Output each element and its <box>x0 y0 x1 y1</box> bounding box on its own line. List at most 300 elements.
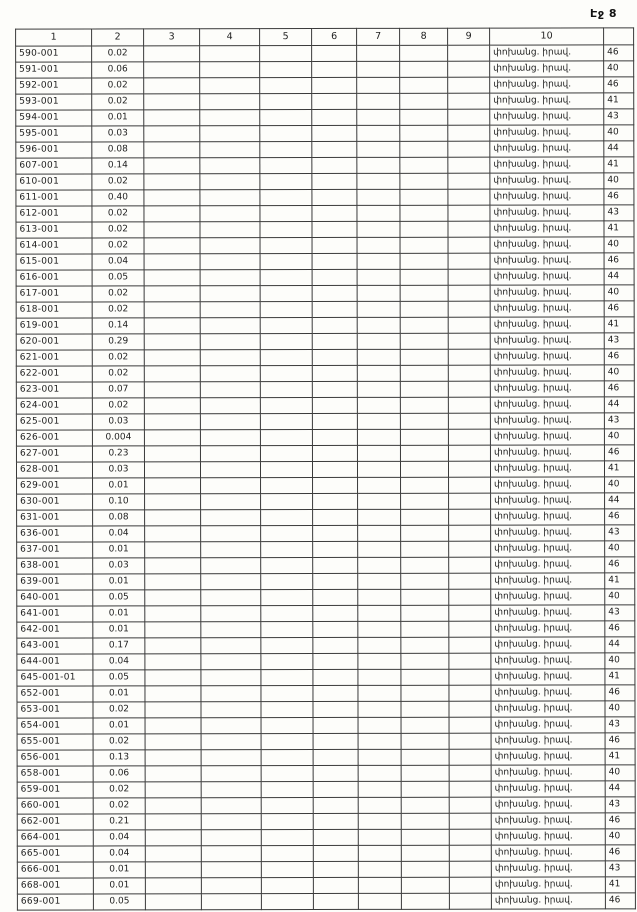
col8-cell <box>400 333 448 349</box>
col8-cell <box>401 701 449 717</box>
parcel-id-cell: 666-001 <box>17 862 93 878</box>
parcel-id-cell: 610-001 <box>16 174 92 190</box>
right-note-cell: փոխանց. իրավ. <box>491 621 605 637</box>
col5-cell <box>261 686 313 702</box>
col7-cell <box>358 605 401 621</box>
col5-cell <box>260 126 312 142</box>
table-body <box>16 45 636 910</box>
col7-cell <box>358 589 401 605</box>
col3-cell <box>145 846 201 862</box>
col4-cell <box>201 638 261 654</box>
col5-cell <box>261 574 313 590</box>
col3-cell <box>144 270 200 286</box>
right-note-cell: փոխանց. իրավ. <box>491 637 605 653</box>
col3-cell <box>145 814 201 830</box>
margin-mark: 46 <box>604 349 634 365</box>
col8-cell <box>401 637 449 653</box>
parcel-id-cell: 630-001 <box>17 494 93 510</box>
area-cell: 0.01 <box>93 606 145 622</box>
col4-cell <box>201 654 261 670</box>
col8-cell <box>401 733 449 749</box>
col5-cell <box>260 62 312 78</box>
table-row <box>17 733 635 750</box>
margin-mark: 43 <box>605 861 635 877</box>
col3-cell <box>144 206 200 222</box>
col7-cell <box>358 765 401 781</box>
col8-cell <box>400 77 448 93</box>
col9-cell <box>449 621 491 637</box>
margin-mark: 41 <box>605 749 635 765</box>
col5-cell <box>260 206 312 222</box>
parcel-id-cell: 620-001 <box>16 334 92 350</box>
area-cell: 0.05 <box>93 670 145 686</box>
col9-cell <box>448 221 490 237</box>
col8-cell <box>400 205 448 221</box>
col3-cell <box>145 766 201 782</box>
parcel-id-cell: 615-001 <box>16 254 92 270</box>
col8-cell <box>401 525 449 541</box>
col4-cell <box>201 782 261 798</box>
col4-cell <box>200 62 260 78</box>
area-cell: 0.29 <box>92 334 144 350</box>
margin-mark: 44 <box>605 637 635 653</box>
col9-cell <box>449 525 491 541</box>
col3-cell <box>145 638 201 654</box>
col3-cell <box>145 830 201 846</box>
right-note-cell: փոխանց. իրավ. <box>491 541 605 557</box>
col4-cell <box>201 862 261 878</box>
area-cell: 0.01 <box>92 110 144 126</box>
col7-cell <box>357 189 400 205</box>
table-row <box>16 141 634 158</box>
col4-cell <box>200 270 260 286</box>
parcel-id-cell: 612-001 <box>16 206 92 222</box>
col8-cell <box>401 765 449 781</box>
margin-header <box>604 28 634 45</box>
margin-mark: 46 <box>605 733 635 749</box>
col6-cell <box>312 221 357 237</box>
parcel-id-cell: 625-001 <box>16 414 92 430</box>
col4-cell <box>201 846 261 862</box>
col7-cell <box>357 173 400 189</box>
col8-cell <box>400 221 448 237</box>
area-cell: 0.05 <box>92 270 144 286</box>
col4-cell <box>200 142 260 158</box>
col5-cell <box>260 382 312 398</box>
col6-cell <box>312 301 357 317</box>
right-note-cell: փոխանց. իրավ. <box>491 717 605 733</box>
parcel-id-cell: 656-001 <box>17 750 93 766</box>
col7-cell <box>357 365 400 381</box>
col9-cell <box>449 893 491 909</box>
col9-cell <box>448 333 490 349</box>
col6-cell <box>313 733 358 749</box>
margin-mark: 43 <box>604 109 634 125</box>
col8-cell <box>401 605 449 621</box>
area-cell: 0.08 <box>93 510 145 526</box>
col6-cell <box>313 557 358 573</box>
column-header: 9 <box>448 28 490 45</box>
right-note-cell: փոխանց. իրավ. <box>490 301 604 317</box>
col8-cell <box>401 477 449 493</box>
col8-cell <box>400 461 448 477</box>
col9-cell <box>448 141 490 157</box>
col6-cell <box>312 333 357 349</box>
col9-cell <box>448 349 490 365</box>
col9-cell <box>448 445 490 461</box>
col6-cell <box>312 317 357 333</box>
col3-cell <box>145 798 201 814</box>
margin-mark: 46 <box>604 189 634 205</box>
right-note-cell: փոխանց. իրավ. <box>490 365 604 381</box>
table-row <box>16 61 634 78</box>
parcel-id-cell: 662-001 <box>17 814 93 830</box>
parcel-id-cell: 655-001 <box>17 734 93 750</box>
col3-cell <box>145 734 201 750</box>
col9-cell <box>448 93 490 109</box>
col4-cell <box>201 878 261 894</box>
col4-cell <box>201 622 261 638</box>
margin-mark: 43 <box>604 205 634 221</box>
col7-cell <box>358 893 401 909</box>
col3-cell <box>144 126 200 142</box>
col3-cell <box>145 670 201 686</box>
col7-cell <box>357 317 400 333</box>
margin-mark: 44 <box>604 397 634 413</box>
margin-mark: 43 <box>605 717 635 733</box>
col5-cell <box>260 334 312 350</box>
col5-cell <box>260 142 312 158</box>
parcel-id-cell: 621-001 <box>16 350 92 366</box>
col7-cell <box>357 349 400 365</box>
table-row <box>16 157 634 174</box>
col7-cell <box>357 109 400 125</box>
area-cell: 0.03 <box>92 462 144 478</box>
right-note-cell: փոխանց. իրավ. <box>491 509 605 525</box>
col9-cell <box>448 397 490 413</box>
col6-cell <box>312 189 357 205</box>
col7-cell <box>358 861 401 877</box>
right-note-cell: փոխանց. իրավ. <box>490 237 604 253</box>
col5-cell <box>261 590 313 606</box>
margin-mark: 40 <box>604 429 634 445</box>
col3-cell <box>144 398 200 414</box>
table-row <box>16 109 634 126</box>
col5-cell <box>261 494 313 510</box>
col6-cell <box>313 845 358 861</box>
col8-cell <box>400 397 448 413</box>
col3-cell <box>144 46 200 62</box>
col7-cell <box>358 557 401 573</box>
parcel-id-cell: 668-001 <box>17 878 93 894</box>
col7-cell <box>358 525 401 541</box>
col8-cell <box>400 45 448 61</box>
right-note-cell: փոխանց. իրավ. <box>490 349 604 365</box>
area-cell: 0.02 <box>92 206 144 222</box>
col3-cell <box>144 238 200 254</box>
col6-cell <box>312 397 357 413</box>
col9-cell <box>448 237 490 253</box>
area-cell: 0.04 <box>93 654 145 670</box>
column-header: 8 <box>400 28 448 45</box>
table-row <box>17 877 635 894</box>
table-row <box>17 749 635 766</box>
table-row <box>17 893 635 910</box>
col4-cell <box>200 110 260 126</box>
col9-cell <box>449 589 491 605</box>
col8-cell <box>401 557 449 573</box>
col6-cell <box>313 669 358 685</box>
col4-cell <box>200 302 260 318</box>
col5-cell <box>261 734 313 750</box>
col6-cell <box>313 605 358 621</box>
col9-cell <box>449 861 491 877</box>
col6-cell <box>313 717 358 733</box>
col6-cell <box>313 653 358 669</box>
col4-cell <box>200 430 260 446</box>
parcel-id-cell: 637-001 <box>17 542 93 558</box>
col8-cell <box>400 285 448 301</box>
col5-cell <box>261 750 313 766</box>
right-note-cell: փոխանց. իրավ. <box>490 173 604 189</box>
col8-cell <box>401 877 449 893</box>
col7-cell <box>358 669 401 685</box>
col3-cell <box>145 862 201 878</box>
margin-mark: 46 <box>605 893 635 909</box>
parcel-id-cell: 618-001 <box>16 302 92 318</box>
area-cell: 0.01 <box>93 878 145 894</box>
table-row <box>17 685 635 702</box>
col4-cell <box>200 222 260 238</box>
col9-cell <box>449 717 491 733</box>
table-header <box>16 28 634 46</box>
table-row <box>17 525 635 542</box>
col9-cell <box>448 61 490 77</box>
margin-mark: 46 <box>604 253 634 269</box>
area-cell: 0.02 <box>93 798 145 814</box>
col3-cell <box>144 222 200 238</box>
col3-cell <box>145 702 201 718</box>
col6-cell <box>312 269 357 285</box>
area-cell: 0.02 <box>92 302 144 318</box>
margin-mark: 46 <box>604 301 634 317</box>
col3-cell <box>145 606 201 622</box>
area-cell: 0.02 <box>92 398 144 414</box>
margin-mark: 46 <box>605 845 635 861</box>
col7-cell <box>357 237 400 253</box>
col6-cell <box>313 797 358 813</box>
col4-cell <box>201 670 261 686</box>
table-row <box>17 653 635 670</box>
right-note-cell: փոխանց. իրավ. <box>490 189 604 205</box>
right-note-cell: փոխանց. իրավ. <box>491 557 605 573</box>
area-cell: 0.01 <box>93 862 145 878</box>
margin-mark: 46 <box>605 685 635 701</box>
col7-cell <box>358 493 401 509</box>
col5-cell <box>260 190 312 206</box>
area-cell: 0.02 <box>92 286 144 302</box>
column-header: 5 <box>260 29 312 46</box>
col9-cell <box>449 493 491 509</box>
col7-cell <box>358 509 401 525</box>
margin-mark: 43 <box>605 797 635 813</box>
col9-cell <box>449 573 491 589</box>
margin-mark: 40 <box>604 237 634 253</box>
area-cell: 0.01 <box>93 622 145 638</box>
col6-cell <box>312 93 357 109</box>
col8-cell <box>401 717 449 733</box>
margin-mark: 46 <box>605 509 635 525</box>
parcel-id-cell: 595-001 <box>16 126 92 142</box>
right-note-cell: փոխանց. իրավ. <box>490 221 604 237</box>
col3-cell <box>144 78 200 94</box>
parcel-id-cell: 644-001 <box>17 654 93 670</box>
col9-cell <box>448 461 490 477</box>
col7-cell <box>358 797 401 813</box>
parcel-id-cell: 653-001 <box>17 702 93 718</box>
col3-cell <box>145 542 201 558</box>
col9-cell <box>449 637 491 653</box>
parcel-id-cell: 616-001 <box>16 270 92 286</box>
col5-cell <box>261 606 313 622</box>
col9-cell <box>448 173 490 189</box>
col5-cell <box>260 158 312 174</box>
parcel-id-cell: 611-001 <box>16 190 92 206</box>
col3-cell <box>145 878 201 894</box>
col3-cell <box>144 174 200 190</box>
col3-cell <box>145 526 201 542</box>
margin-mark: 40 <box>604 61 634 77</box>
col4-cell <box>201 574 261 590</box>
table-row <box>16 45 634 62</box>
col8-cell <box>401 621 449 637</box>
col5-cell <box>260 350 312 366</box>
right-note-cell: փոխանց. իրավ. <box>491 653 605 669</box>
col9-cell <box>448 189 490 205</box>
area-cell: 0.14 <box>92 318 144 334</box>
col5-cell <box>260 414 312 430</box>
table-row <box>16 461 634 478</box>
parcel-id-cell: 643-001 <box>17 638 93 654</box>
col5-cell <box>261 878 313 894</box>
area-cell: 0.02 <box>93 782 145 798</box>
col9-cell <box>448 45 490 61</box>
table-row <box>17 477 635 494</box>
col4-cell <box>200 462 260 478</box>
parcel-id-cell: 623-001 <box>16 382 92 398</box>
col4-cell <box>200 398 260 414</box>
right-note-cell: փոխանց. իրավ. <box>490 397 604 413</box>
parcel-id-cell: 664-001 <box>17 830 93 846</box>
col7-cell <box>357 141 400 157</box>
col9-cell <box>449 685 491 701</box>
col9-cell <box>448 269 490 285</box>
margin-mark: 46 <box>605 557 635 573</box>
col6-cell <box>313 493 358 509</box>
col3-cell <box>145 510 201 526</box>
col8-cell <box>400 109 448 125</box>
margin-mark: 41 <box>605 669 635 685</box>
parcel-id-cell: 628-001 <box>16 462 92 478</box>
col4-cell <box>201 814 261 830</box>
col7-cell <box>358 541 401 557</box>
right-note-cell: փոխանց. իրավ. <box>491 877 605 893</box>
right-note-cell: փոխանց. իրավ. <box>491 845 605 861</box>
parcel-id-cell: 669-001 <box>17 894 93 910</box>
col7-cell <box>357 93 400 109</box>
col6-cell <box>312 157 357 173</box>
col3-cell <box>145 782 201 798</box>
col6-cell <box>313 477 358 493</box>
area-cell: 0.21 <box>93 814 145 830</box>
area-cell: 0.01 <box>93 574 145 590</box>
col4-cell <box>201 558 261 574</box>
col3-cell <box>144 302 200 318</box>
area-cell: 0.08 <box>92 142 144 158</box>
right-note-cell: փոխանց. իրավ. <box>490 445 604 461</box>
col5-cell <box>261 654 313 670</box>
header-row <box>16 28 634 46</box>
col9-cell <box>448 253 490 269</box>
col3-cell <box>145 894 201 910</box>
table-row <box>16 125 634 142</box>
area-cell: 0.03 <box>93 558 145 574</box>
table-row <box>16 445 634 462</box>
col6-cell <box>312 461 357 477</box>
col9-cell <box>448 109 490 125</box>
column-header: 2 <box>92 29 144 46</box>
margin-mark: 44 <box>604 141 634 157</box>
right-note-cell: փոխանց. իրավ. <box>491 893 605 909</box>
table-row <box>17 701 635 718</box>
col8-cell <box>400 413 448 429</box>
area-cell: 0.23 <box>92 446 144 462</box>
col9-cell <box>448 125 490 141</box>
area-cell: 0.17 <box>93 638 145 654</box>
area-cell: 0.40 <box>92 190 144 206</box>
page-number: Էջ 8 <box>590 7 617 20</box>
col5-cell <box>261 670 313 686</box>
col3-cell <box>144 366 200 382</box>
margin-mark: 40 <box>604 125 634 141</box>
right-note-cell: փոխանց. իրավ. <box>490 141 604 157</box>
right-note-cell: փոխանց. իրավ. <box>491 589 605 605</box>
col6-cell <box>313 877 358 893</box>
table-row <box>16 77 634 94</box>
area-cell: 0.14 <box>92 158 144 174</box>
area-cell: 0.01 <box>93 478 145 494</box>
table-row <box>17 637 635 654</box>
col6-cell <box>313 765 358 781</box>
col4-cell <box>200 46 260 62</box>
col8-cell <box>401 653 449 669</box>
parcel-id-cell: 619-001 <box>16 318 92 334</box>
col6-cell <box>313 589 358 605</box>
table-row <box>17 829 635 846</box>
col7-cell <box>357 253 400 269</box>
right-note-cell: փոխանց. իրավ. <box>491 749 605 765</box>
table-row <box>17 605 635 622</box>
margin-mark: 41 <box>604 93 634 109</box>
col5-cell <box>260 110 312 126</box>
area-cell: 0.05 <box>93 894 145 910</box>
column-header: 1 <box>16 29 92 46</box>
col6-cell <box>312 61 357 77</box>
margin-mark: 40 <box>605 701 635 717</box>
col9-cell <box>449 653 491 669</box>
col5-cell <box>260 222 312 238</box>
col3-cell <box>144 446 200 462</box>
